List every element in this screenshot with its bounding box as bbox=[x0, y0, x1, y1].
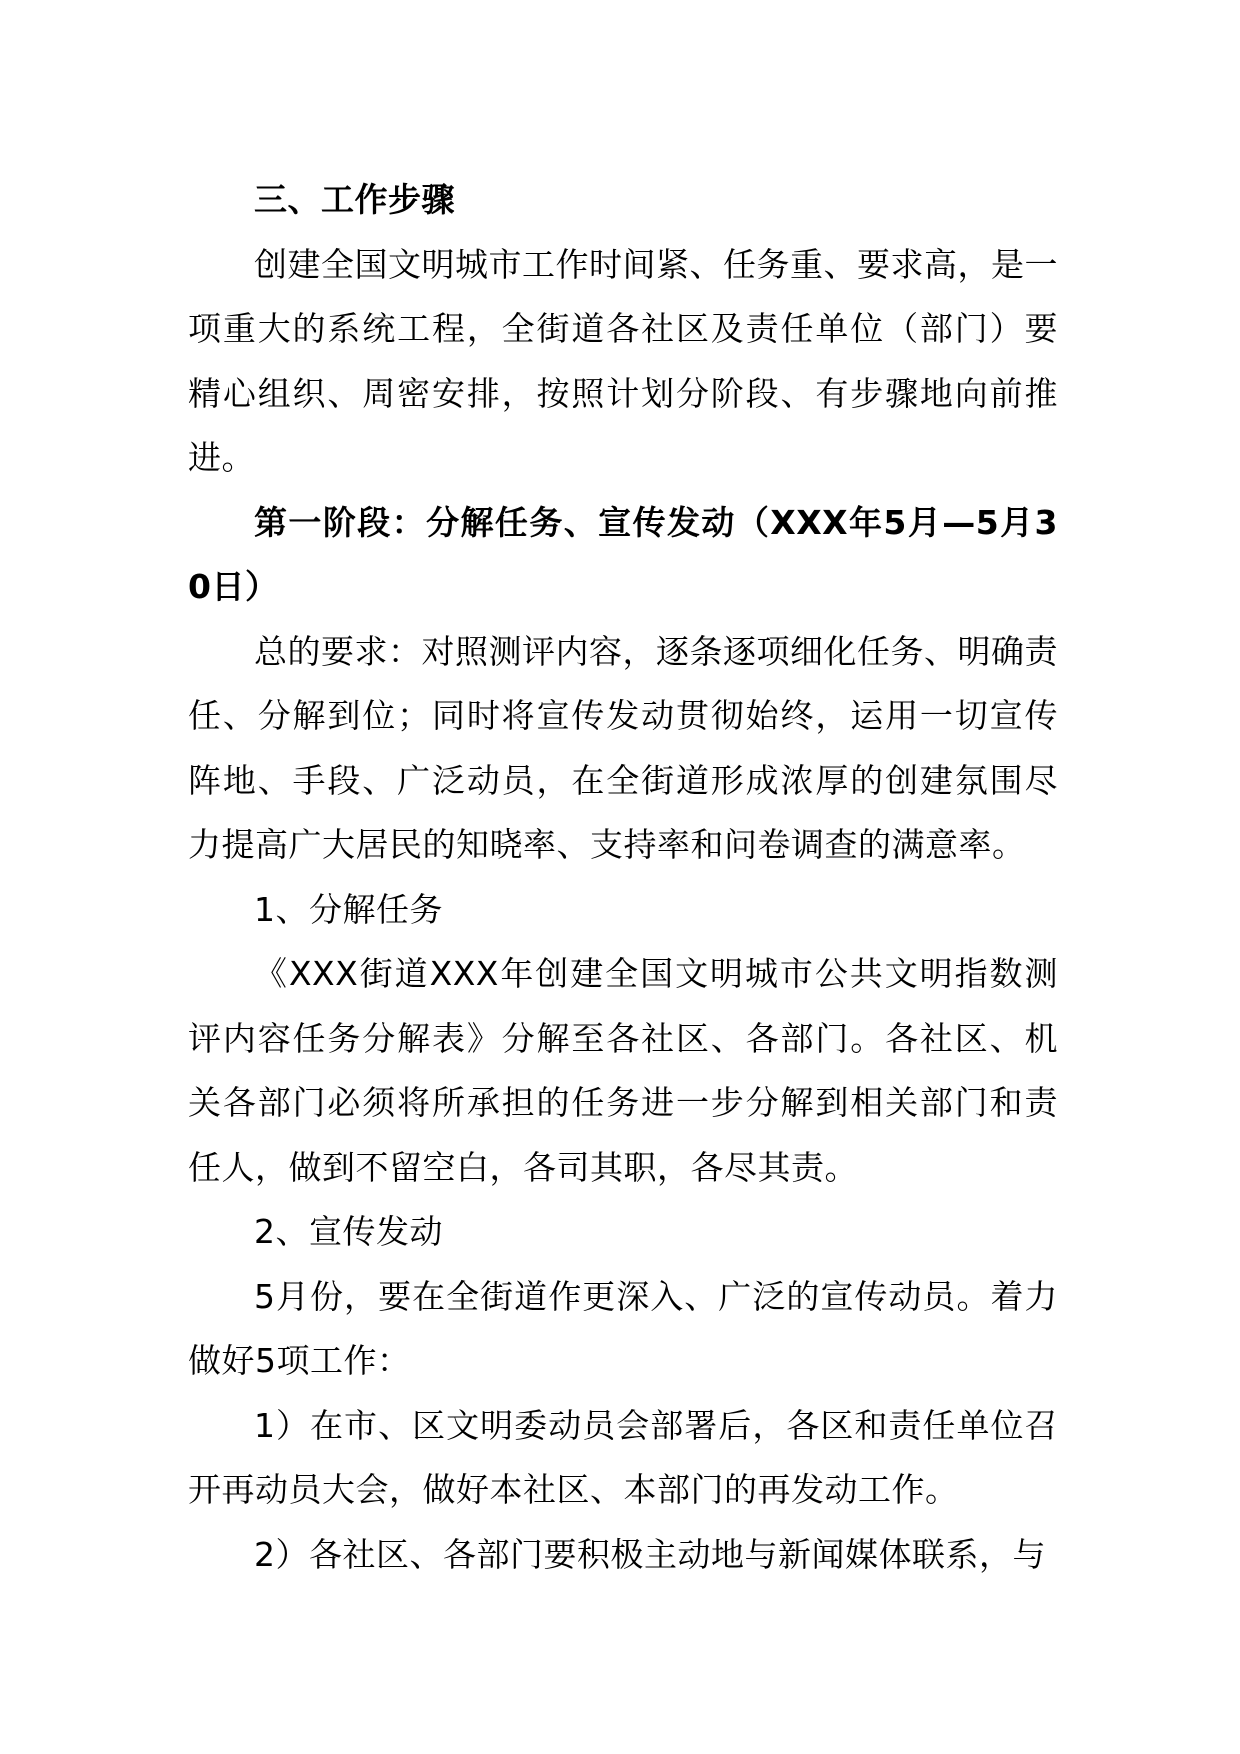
task-breakdown-paragraph: 《XXX街道XXX年创建全国文明城市公共文明指数测评内容任务分解表》分解至各社区、各部门。各社区、机关各部门必须将所承担的任务进一步分解到相关部门和责任人，做到不留空白，各司其职，各尽其责。 bbox=[188, 954, 1058, 1187]
list-item-1: 1）在市、区文明委动员会部署后，各区和责任单位召开再动员大会，做好本社区、本部门的再发动工作。 bbox=[188, 1405, 1058, 1509]
section-heading: 三、工作步骤 bbox=[254, 180, 455, 219]
list-item-2: 2）各社区、各部门要积极主动地与新闻媒体联系，与 bbox=[254, 1534, 1046, 1574]
subheading-publicity: 2、宣传发动 bbox=[254, 1212, 443, 1251]
publicity-paragraph: 5月份，要在全街道作更深入、广泛的宣传动员。着力做好5项工作： bbox=[188, 1276, 1058, 1380]
subheading-task-breakdown: 1、分解任务 bbox=[254, 889, 443, 929]
intro-paragraph: 创建全国文明城市工作时间紧、任务重、要求高，是一项重大的系统工程，全街道各社区及责任单位（部门）要精心组织、周密安排，按照计划分阶段、有步骤地向前推进。 bbox=[188, 244, 1058, 477]
document-page bbox=[188, 168, 1058, 1587]
general-requirements-paragraph: 总的要求：对照测评内容，逐条逐项细化任务、明确责任、分解到位；同时将宣传发动贯彻始终，运用一切宣传阵地、手段、广泛动员，在全街道形成浓厚的创建氛围尽力提高广大居民的知晓率、支持率和问卷调查的满意率。 bbox=[188, 631, 1058, 864]
phase-heading: 第一阶段：分解任务、宣传发动（XXX年5月—5月30日） bbox=[188, 502, 1058, 606]
